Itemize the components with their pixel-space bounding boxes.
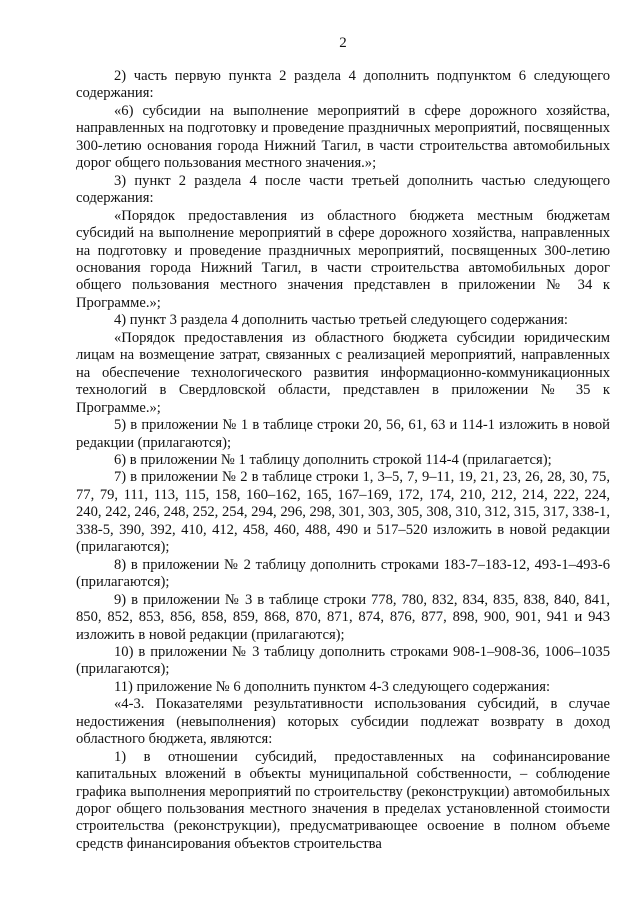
paragraph-item-11: 11) приложение № 6 дополнить пунктом 4-3 следующего содержания: [114,678,551,695]
paragraph-item-3: 3) пункт 2 раздела 4 после части третьей дополнить частью следующего содержания: [76,172,610,207]
paragraph-item-2: 2) часть первую пункта 2 раздела 4 дополнить подпунктом 6 следующего содержания: [76,68,610,102]
paragraph-quote-4-3: «4-3. Показателями результативности использования субсидий, в случае недостижения (невыполнения) которых субсидии подлежат возврату в доход областного бюджета, являются: [76,696,610,748]
paragraph-item-8: 8) в приложении № 2 таблицу дополнить строками 183-7–183-12, 493-1–493-6 (прилагаются); [76,556,610,591]
paragraph-subitem-6-text: «6) субсидии на выполнение мероприятий в сфере дорожного хозяйства, направленных на подготовку и проведение праздничных мероприятий, посвященных 300-летию основания города Нижний Тагил, в части строительства автомобильных дорог общего пользования местного значения.»; [76,102,610,172]
page-number: 2 [339,35,347,51]
paragraph-item-10: 10) в приложении № 3 таблицу дополнить строками 908-1–908-36, 1006–1035 (прилагаются); [76,643,610,678]
paragraph-item-4: 4) пункт 3 раздела 4 дополнить частью третьей следующего содержания: [114,312,568,329]
paragraph-item-5: 5) в приложении № 1 в таблице строки 20, 56, 61, 63 и 114-1 изложить в новой редакции (прилагаются); [76,417,610,451]
paragraph-item-9: 9) в приложении № 3 в таблице строки 778, 780, 832, 834, 835, 838, 840, 841, 850, 852, 853, 856, 858, 859, 868, 870, 871, 874, 876, 877, 898, 900, 901, 941 и 943 изложить в новой редакции (прилагаются); [76,591,610,643]
paragraph-quote-appendix-34: «Порядок предоставления из областного бюджета местным бюджетам субсидий на выполнение мероприятий в сфере дорожного хозяйства, направленных на подготовку и проведение праздничных мероприятий, посвященных 300-летию основания города Нижний Тагил, в части строительства автомобильных дорог общего пользования местного значения представлен в приложении № 34 к Программе.»; [76,207,610,311]
paragraph-item-7: 7) в приложении № 2 в таблице строки 1, 3–5, 7, 9–11, 19, 21, 23, 26, 28, 30, 75, 77, 79, 111, 113, 115, 158, 160–162, 165, 167–169, 172, 174, 210, 212, 214, 222, 224, 240, 242, 246, 248, 252, 254, 294, 296, 298, 301, 303, 305, 308, 310, 312, 315, 317, 338-1, 338-5, 390, 392, 410, 412, 458, 460, 488, 490 и 517–520 изложить в новой редакции (прилагаются); [76,469,610,556]
paragraph-quote-appendix-35: «Порядок предоставления из областного бюджета субсидии юридическим лицам на возмещение затрат, связанных с реализацией мероприятий, направленных на обеспечение технологического развития информационно-коммуникационных технологий в Свердловской области, представлен в приложении № 35 к Программе.»; [76,329,610,416]
paragraph-subitem-1: 1) в отношении субсидий, предоставленных на софинансирование капитальных вложений в объекты муниципальной собственности, – соблюдение графика выполнения мероприятий по строительству (реконструкции) автомобильных дорог общего пользования местного значения в пределах установленной стоимости строительства (реконструкции), предусматривающее освоение в полном объеме средств финансирования объектов строительства [76,748,610,852]
paragraph-item-6: 6) в приложении № 1 таблицу дополнить строкой 114-4 (прилагается); [114,451,552,468]
